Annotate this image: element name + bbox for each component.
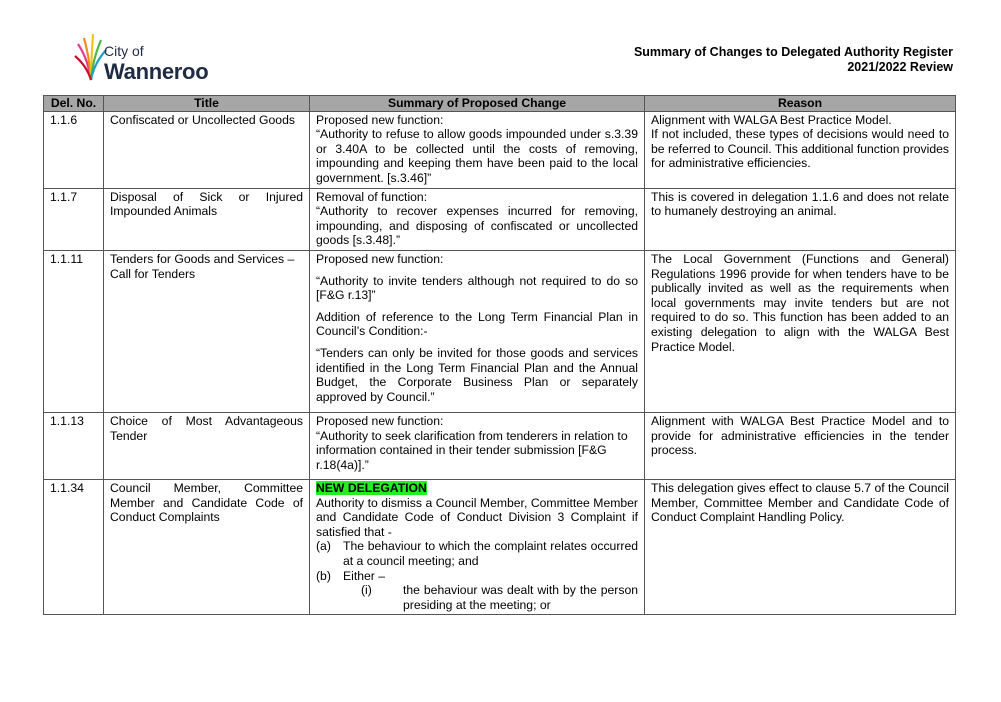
change-line: “Authority to invite tenders although not required to do so [F&G r.13]” [316, 273, 638, 303]
list-item-label: (a) [316, 539, 331, 554]
list-item-text: the behaviour was dealt with by the person presiding at the meeting; or [403, 583, 638, 612]
change-line: “Authority to refuse to allow goods impounded under s.3.39 or 3.40A to be collected until the costs of removing, impounding and keeping them have been paid to the local government. [s.3.46]” [316, 127, 638, 185]
change-line: Proposed new function: [316, 251, 444, 266]
table-row [44, 479, 956, 614]
change-line: “Tenders can only be invited for those goods and services identified in the Long Term Financial Plan and the Annual Budget, the Corporate Business Plan or separately approved by Council.” [316, 345, 638, 404]
del-no-cell: 1.1.34 [44, 479, 104, 614]
table-row [44, 188, 956, 250]
del-no-cell: 1.1.13 [44, 412, 104, 479]
list-item [316, 583, 638, 612]
reason-line: The Local Government (Functions and General) Regulations 1996 provide for when tenders have to be publically invited as well as the requirements when local governments may invite tenders but are not required to do so. This function has been added to an existing delegation to align with the WALGA Best Practice Model. [651, 251, 949, 354]
delegation-register-table [43, 95, 956, 615]
change-line: Authority to dismiss a Council Member, Committee Member and Candidate Code of Conduct Division 3 Complaint if satisfied that - [316, 495, 638, 539]
change-line: Removal of function: [316, 189, 428, 204]
document-title-line-2: 2021/2022 Review [847, 60, 953, 74]
del-no-cell: 1.1.11 [44, 250, 104, 412]
document-title-line-1: Summary of Changes to Delegated Authority Register [633, 45, 953, 59]
list-item-text: The behaviour to which the complaint relates occurred at a council meeting; and [343, 539, 638, 568]
table-row [44, 111, 956, 188]
reason-line: Alignment with WALGA Best Practice Model. [651, 112, 892, 127]
change-line: Proposed new function: [316, 413, 444, 428]
new-delegation-badge: NEW DELEGATION [316, 480, 427, 495]
reason-cell [645, 479, 956, 614]
document-title [634, 45, 953, 75]
change-line: Proposed new function: [316, 112, 444, 127]
reason-cell [645, 412, 956, 479]
change-cell [310, 479, 645, 614]
reason-cell [645, 188, 956, 250]
reason-cell [645, 250, 956, 412]
city-logo [74, 30, 224, 85]
title-cell: Disposal of Sick or Injured Impounded Animals [104, 188, 310, 250]
title-cell: Choice of Most Advantageous Tender [104, 412, 310, 479]
condition-list [316, 539, 638, 612]
change-cell [310, 250, 645, 412]
change-line: “Authority to seek clarification from tenderers in relation to information contained in their tender submission [F&G r.18(4a)].” [316, 428, 628, 472]
reason-line: Alignment with WALGA Best Practice Model and to provide for administrative efficiencies in the tender process. [651, 413, 949, 458]
table-row [44, 412, 956, 479]
change-line: “Authority to recover expenses incurred for removing, impounding, and disposing of confiscated or uncollected goods [s.3.48].” [316, 204, 638, 248]
column-header-reason: Reason [645, 96, 956, 112]
list-item-label: (i) [361, 583, 372, 598]
logo-city-of: City of [104, 43, 144, 59]
logo-wanneroo: Wanneroo [104, 59, 209, 84]
title-cell: Tenders for Goods and Services – Call for Tenders [104, 250, 310, 412]
del-no-cell: 1.1.6 [44, 111, 104, 188]
city-logo-emblem-icon [74, 30, 108, 82]
table-header-row [44, 96, 956, 112]
reason-cell [645, 111, 956, 188]
column-header-title: Title [104, 96, 310, 112]
list-item-label: (b) [316, 568, 331, 583]
list-item-text: Either – [343, 568, 386, 583]
list-item [316, 539, 638, 568]
table-row [44, 250, 956, 412]
reason-line: This delegation gives effect to clause 5.7 of the Council Member, Committee Member and Candidate Code of Conduct Complaint Handling Policy. [651, 480, 949, 525]
change-cell [310, 412, 645, 479]
title-cell: Council Member, Committee Member and Candidate Code of Conduct Complaints [104, 479, 310, 614]
del-no-cell: 1.1.7 [44, 188, 104, 250]
column-header-summary: Summary of Proposed Change [310, 96, 645, 112]
reason-line: This is covered in delegation 1.1.6 and does not relate to humanely destroying an animal. [651, 189, 949, 219]
list-item [316, 569, 638, 584]
change-cell [310, 111, 645, 188]
column-header-del-no: Del. No. [44, 96, 104, 112]
reason-line: If not included, these types of decisions would need to be referred to Council. This additional function provides for administrative efficiencies. [651, 127, 949, 171]
change-line: Addition of reference to the Long Term Financial Plan in Council’s Condition:- [316, 309, 638, 339]
change-cell [310, 188, 645, 250]
title-cell: Confiscated or Uncollected Goods [104, 111, 310, 188]
